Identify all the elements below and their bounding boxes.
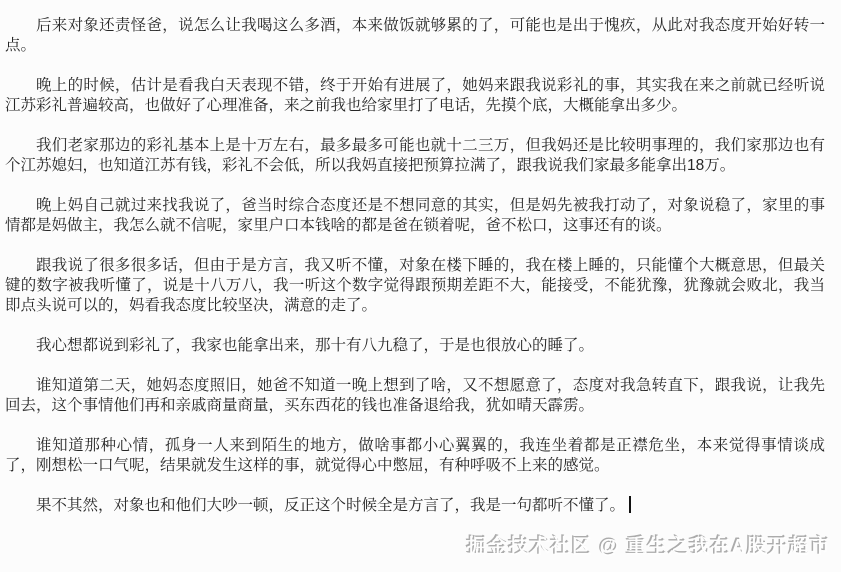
text-cursor-caret	[629, 496, 631, 513]
paragraph[interactable]: 晚上的时候，估计是看我白天表现不错，终于开始有进展了，她妈来跟我说彩礼的事，其实我在来之前就已经听说江苏彩礼普遍较高，也做好了心理准备，来之前我也给家里打了电话，先摸个底，大概能拿出多少。	[5, 77, 825, 114]
paragraph[interactable]: 我们老家那边的彩礼基本上是十万左右，最多最多可能也就十二三万，但我妈还是比较明事理的，我们家那边也有个江苏媳妇，也知道江苏有钱，彩礼不会低，所以我妈直接把预算拉满了，跟我说我们家最多能拿出18万。	[5, 137, 825, 174]
paragraph[interactable]: 谁知道第二天，她妈态度照旧，她爸不知道一晚上想到了啥，又不想愿意了，态度对我急转直下，跟我说，让我先回去，这个事情他们再和亲戚商量商量，买东西花的钱也准备退给我，犹如晴天霹雳。	[5, 377, 825, 414]
paragraph[interactable]: 后来对象还责怪爸，说怎么让我喝这么多酒，本来做饭就够累的了，可能也是出于愧疚，从此对我态度开始好转一点。	[5, 17, 825, 54]
paragraph[interactable]: 谁知道那种心情，孤身一人来到陌生的地方，做啥事都小心翼翼的，我连坐着都是正襟危坐，本来觉得事情谈成了，刚想松一口气呢，结果就发生这样的事，就觉得心中憋屈，有种呼吸不上来的感觉。	[5, 437, 825, 474]
paragraph[interactable]	[5, 496, 825, 516]
paragraph[interactable]: 跟我说了很多很多话，但由于是方言，我又听不懂，对象在楼下睡的，我在楼上睡的，只能懂个大概意思，但最关键的数字被我听懂了，说是十八万八，我一听这个数字觉得跟预期差距不大，能接受，不能犹豫，犹豫就会败北，我当即点头说可以的，妈看我态度比较坚决，满意的走了。	[5, 257, 825, 314]
paragraph[interactable]: 我心想都说到彩礼了，我家也能拿出来，那十有八九稳了，于是也很放心的睡了。	[36, 337, 595, 354]
paragraph[interactable]: 晚上妈自己就过来找我说了，爸当时综合态度还是不想同意的其实，但是妈先被我打动了，对象说稳了，家里的事情都是妈做主，我怎么就不信呢，家里户口本钱啥的都是爸在锁着呢，爸不松口，这事还有的谈。	[5, 197, 825, 234]
site-watermark: 掘金技术社区 @ 重生之我在A股开超市	[466, 536, 831, 558]
paragraph-text: 果不其然，对象也和他们大吵一顿，反正这个时候全是方言了，我是一句都听不懂了。	[36, 497, 626, 514]
